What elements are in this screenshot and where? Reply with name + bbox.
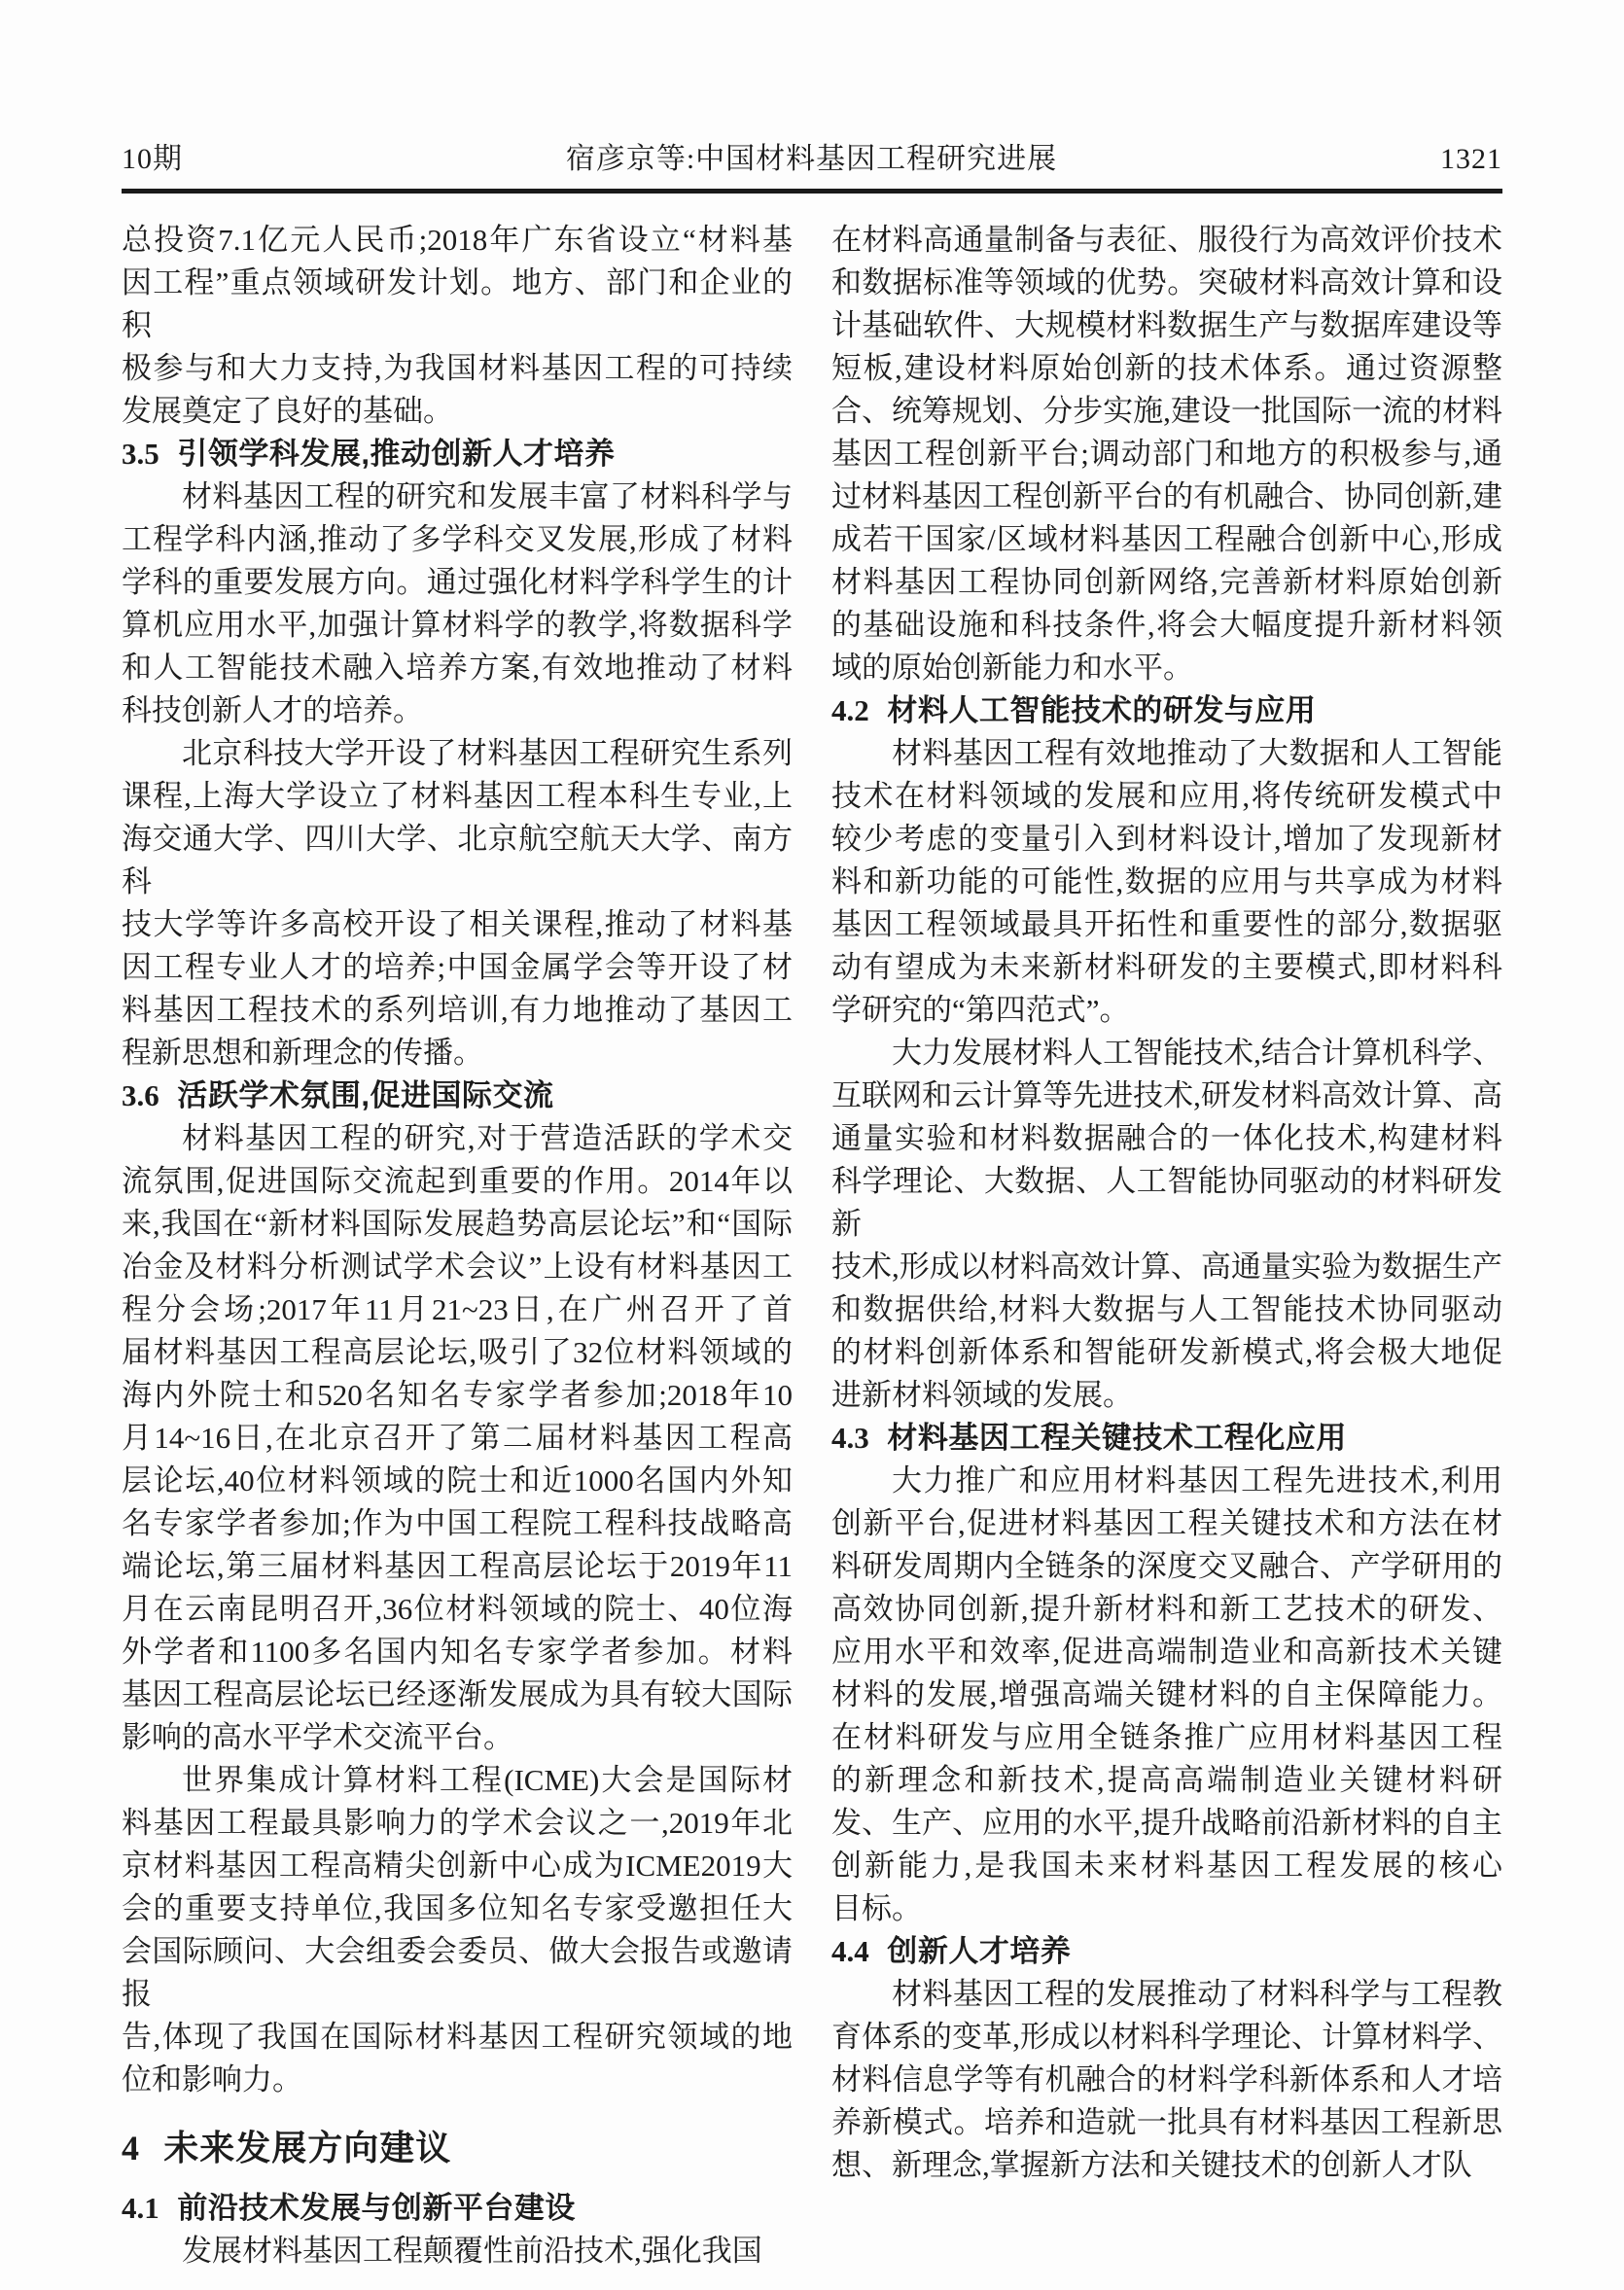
text-line: 会的重要支持单位,我国多位知名专家受邀担任大 — [122, 1891, 793, 1925]
paragraph — [122, 1117, 793, 1759]
heading-title: 引领学科发展,推动创新人才培养 — [177, 437, 616, 471]
text-line: 端论坛,第三届材料基因工程高层论坛于2019年11 — [122, 1549, 793, 1583]
text-line: 域的原始创新能力和水平。 — [831, 651, 1193, 685]
paragraph — [831, 1973, 1502, 2187]
text-line: 计基础软件、大规模材料数据生产与数据库建设等 — [831, 308, 1502, 342]
paragraph — [122, 476, 793, 732]
text-line: 告,体现了我国在国际材料基因工程研究领域的地 — [122, 2020, 793, 2054]
subsection-heading — [122, 2187, 793, 2230]
paragraph — [831, 1032, 1502, 1417]
text-line: 届材料基因工程高层论坛,吸引了32位材料领域的 — [122, 1335, 793, 1369]
text-line: 想、新理念,掌握新方法和关键技术的创新人才队 — [831, 2148, 1472, 2182]
text-line: 通量实验和材料数据融合的一体化技术,构建材料 — [831, 1121, 1502, 1155]
text-line: 程分会场;2017年11月21~23日,在广州召开了首 — [122, 1292, 793, 1326]
text-line: 大力推广和应用材料基因工程先进技术,利用 — [892, 1463, 1502, 1497]
text-line: 科学理论、大数据、人工智能协同驱动的材料研发新 — [831, 1164, 1502, 1241]
text-line: 层论坛,40位材料领域的院士和近1000名国内外知 — [122, 1463, 793, 1497]
text-line: 会国际顾问、大会组委会委员、做大会报告或邀请报 — [122, 1934, 793, 2011]
heading-title: 未来发展方向建议 — [163, 2128, 452, 2167]
text-line: 课程,上海大学设立了材料基因工程本科生专业,上 — [122, 779, 793, 813]
page-number: 1321 — [1440, 143, 1502, 175]
text-line: 工程学科内涵,推动了多学科交叉发展,形成了材料 — [122, 522, 793, 556]
text-line: 创新能力,是我国未来材料基因工程发展的核心 — [831, 1849, 1502, 1883]
heading-number: 4 — [122, 2129, 139, 2167]
text-line: 学科的重要发展方向。通过强化材料学科学生的计 — [122, 565, 793, 599]
text-line: 北京科技大学开设了材料基因工程研究生系列 — [182, 736, 793, 770]
text-line: 料和新功能的可能性,数据的应用与共享成为材料 — [831, 864, 1502, 898]
running-title: 宿彦京等:中国材料基因工程研究进展 — [565, 143, 1058, 175]
journal-issue-label: 10期 — [122, 143, 183, 175]
text-line: 技术在材料领域的发展和应用,将传统研发模式中 — [831, 779, 1502, 813]
text-line: 在材料研发与应用全链条推广应用材料基因工程 — [831, 1720, 1502, 1754]
heading-number: 4.3 — [831, 1421, 869, 1455]
text-line: 影响的高水平学术交流平台。 — [122, 1720, 513, 1754]
header-rule — [122, 189, 1502, 194]
text-line: 流氛围,促进国际交流起到重要的作用。2014年以 — [122, 1164, 793, 1198]
text-line: 材料基因工程的研究,对于营造活跃的学术交 — [182, 1121, 793, 1155]
heading-number: 4.4 — [831, 1934, 869, 1968]
paragraph — [831, 219, 1502, 689]
text-line: 过材料基因工程创新平台的有机融合、协同创新,建 — [831, 479, 1502, 513]
paragraph — [831, 1460, 1502, 1930]
text-columns — [122, 219, 1502, 2272]
text-line: 基因工程领域最具开拓性和重要性的部分,数据驱 — [831, 907, 1502, 941]
text-line: 月14~16日,在北京召开了第二届材料基因工程高 — [122, 1421, 793, 1455]
text-line: 材料的发展,增强高端关键材料的自主保障能力。 — [831, 1677, 1502, 1711]
heading-number: 4.2 — [831, 693, 869, 727]
page-header — [122, 142, 1502, 177]
paragraph — [122, 1759, 793, 2101]
text-line: 因工程”重点领域研发计划。地方、部门和企业的积 — [122, 265, 793, 342]
text-line: 技大学等许多高校开设了相关课程,推动了材料基 — [122, 907, 793, 941]
text-line: 创新平台,促进材料基因工程关键技术和方法在材 — [831, 1506, 1502, 1540]
text-line: 料基因工程技术的系列培训,有力地推动了基因工 — [122, 993, 793, 1027]
subsection-heading — [831, 1417, 1502, 1460]
text-line: 发、生产、应用的水平,提升战略前沿新材料的自主 — [831, 1806, 1502, 1840]
text-line: 高效协同创新,提升新材料和新工艺技术的研发、 — [831, 1592, 1502, 1626]
text-line: 的材料创新体系和智能研发新模式,将会极大地促 — [831, 1335, 1502, 1369]
text-line: 养新模式。培养和造就一批具有材料基因工程新思 — [831, 2105, 1502, 2139]
text-line: 程新思想和新理念的传播。 — [122, 1036, 483, 1070]
text-line: 和数据标准等领域的优势。突破材料高效计算和设 — [831, 265, 1502, 299]
text-line: 算机应用水平,加强计算材料学的教学,将数据科学 — [122, 608, 793, 642]
text-line: 外学者和1100多名国内知名专家学者参加。材料 — [122, 1635, 793, 1669]
text-line: 基因工程创新平台;调动部门和地方的积极参与,通 — [831, 437, 1502, 471]
heading-title: 材料基因工程关键技术工程化应用 — [887, 1421, 1347, 1455]
text-line: 位和影响力。 — [122, 2062, 302, 2096]
text-line: 海内外院士和520名知名专家学者参加;2018年10 — [122, 1378, 793, 1412]
text-line: 材料基因工程协同创新网络,完善新材料原始创新 — [831, 565, 1502, 599]
subsection-heading — [831, 689, 1502, 732]
text-line: 和人工智能技术融入培养方案,有效地推动了材料 — [122, 651, 793, 685]
text-line: 互联网和云计算等先进技术,研发材料高效计算、高 — [831, 1078, 1502, 1112]
text-line: 材料基因工程的发展推动了材料科学与工程教 — [892, 1977, 1502, 2011]
text-line: 的新理念和新技术,提高高端制造业关键材料研 — [831, 1763, 1502, 1797]
text-line: 进新材料领域的发展。 — [831, 1378, 1133, 1412]
text-line: 在材料高通量制备与表征、服役行为高效评价技术 — [831, 223, 1502, 257]
text-line: 技术,形成以材料高效计算、高通量实验为数据生产 — [831, 1250, 1502, 1284]
text-line: 基因工程高层论坛已经逐渐发展成为具有较大国际 — [122, 1677, 793, 1711]
text-line: 短板,建设材料原始创新的技术体系。通过资源整 — [831, 351, 1502, 385]
text-line: 材料基因工程的研究和发展丰富了材料科学与 — [182, 479, 793, 513]
text-line: 极参与和大力支持,为我国材料基因工程的可持续 — [122, 351, 793, 385]
heading-title: 创新人才培养 — [887, 1934, 1072, 1968]
text-line: 世界集成计算材料工程(ICME)大会是国际材 — [182, 1763, 793, 1797]
heading-number: 3.6 — [122, 1078, 159, 1112]
text-line: 名专家学者参加;作为中国工程院工程科技战略高 — [122, 1506, 793, 1540]
text-line: 科技创新人才的培养。 — [122, 693, 423, 727]
text-line: 目标。 — [831, 1891, 922, 1925]
text-line: 成若干国家/区域材料基因工程融合创新中心,形成 — [831, 522, 1502, 556]
heading-number: 4.1 — [122, 2191, 159, 2225]
text-line: 学研究的“第四范式”。 — [831, 993, 1130, 1027]
left-column — [122, 219, 793, 2272]
heading-title: 前沿技术发展与创新平台建设 — [177, 2191, 576, 2225]
heading-title: 材料人工智能技术的研发与应用 — [887, 693, 1317, 727]
text-line: 动有望成为未来新材料研发的主要模式,即材料科 — [831, 950, 1502, 984]
text-line: 月在云南昆明召开,36位材料领域的院士、40位海 — [122, 1592, 793, 1626]
text-line: 育体系的变革,形成以材料科学理论、计算材料学、 — [831, 2020, 1502, 2054]
text-line: 大力发展材料人工智能技术,结合计算机科学、 — [892, 1036, 1502, 1070]
text-line: 材料基因工程有效地推动了大数据和人工智能 — [892, 736, 1502, 770]
text-line: 海交通大学、四川大学、北京航空航天大学、南方科 — [122, 822, 793, 898]
text-line: 发展材料基因工程颠覆性前沿技术,强化我国 — [182, 2234, 762, 2268]
paragraph — [831, 732, 1502, 1032]
paragraph — [122, 219, 793, 433]
paragraph — [122, 2230, 793, 2272]
text-line: 来,我国在“新材料国际发展趋势高层论坛”和“国际 — [122, 1207, 793, 1241]
paragraph — [122, 732, 793, 1075]
text-line: 因工程专业人才的培养;中国金属学会等开设了材 — [122, 950, 793, 984]
subsection-heading — [831, 1930, 1502, 1973]
section-heading — [122, 2125, 793, 2171]
subsection-heading — [122, 433, 793, 476]
text-line: 料基因工程最具影响力的学术会议之一,2019年北 — [122, 1806, 793, 1840]
text-line: 较少考虑的变量引入到材料设计,增加了发现新材 — [831, 822, 1502, 856]
heading-number: 3.5 — [122, 437, 159, 471]
text-line: 和数据供给,材料大数据与人工智能技术协同驱动 — [831, 1292, 1502, 1326]
text-line: 京材料基因工程高精尖创新中心成为ICME2019大 — [122, 1849, 793, 1883]
heading-title: 活跃学术氛围,促进国际交流 — [177, 1078, 554, 1112]
right-column — [831, 219, 1502, 2272]
text-line: 合、统筹规划、分步实施,建设一批国际一流的材料 — [831, 394, 1502, 428]
subsection-heading — [122, 1075, 793, 1117]
text-line: 材料信息学等有机融合的材料学科新体系和人才培 — [831, 2062, 1502, 2096]
text-line: 冶金及材料分析测试学术会议”上设有材料基因工 — [122, 1250, 793, 1284]
text-line: 料研发周期内全链条的深度交叉融合、产学研用的 — [831, 1549, 1502, 1583]
text-line: 总投资7.1亿元人民币;2018年广东省设立“材料基 — [122, 223, 793, 257]
text-line: 发展奠定了良好的基础。 — [122, 394, 453, 428]
text-line: 应用水平和效率,促进高端制造业和高新技术关键 — [831, 1635, 1502, 1669]
text-line: 的基础设施和科技条件,将会大幅度提升新材料领 — [831, 608, 1502, 642]
